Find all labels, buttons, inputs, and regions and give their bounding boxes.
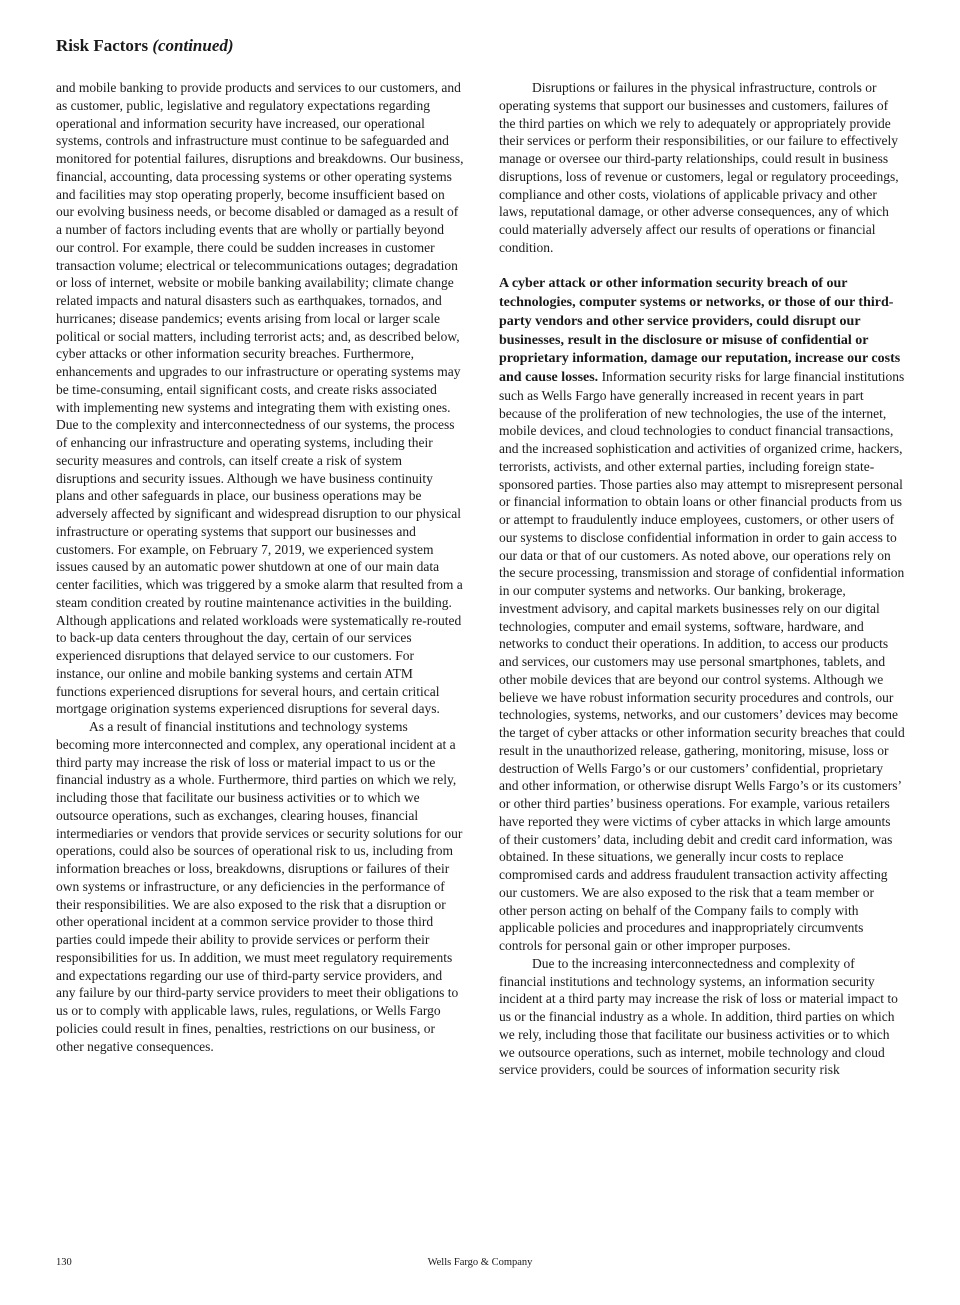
right-paragraph-3: Due to the increasing interconnectedness and complexity of financial institutions and technology systems, an information security incident at a third party may increase the risk of loss or material impact to us or the financial industry as a whole. In addition, third parties on which we rely, including those that facilitate our business activities or to which we outsource operations, such as internet, mobile technology and cloud service providers, could be sources of information security risk — [499, 955, 898, 1078]
risk-factor-body: Information security risks for large financial institutions such as Wells Fargo have generally increased in recent years in part because of the proliferation of new technologies, the use of the internet, mobile devices, and cloud technologies to conduct financial transactions, and the increased sophistication and activities of organized crime, hackers, terrorists, activists, and other external parties, including foreign state-sponsored parties. Those parties also may attempt to misrepresent personal or financial information to obtain loans or other financial products from us or attempt to fraudulently induce employees, customers, or other users of our systems to disclose confidential information in order to gain access to our data or that of our customers. As noted above, our operations rely on the secure processing, transmission and storage of confidential information in our computer systems and networks. Our banking, brokerage, investment advisory, and capital markets businesses rely on our digital technologies, computer and email systems, software, hardware, and networks to conduct their operations. In addition, to access our products and services, our customers may use personal smartphones, tablets, and other mobile devices that are beyond our control systems. Although we believe we have robust information security procedures and controls, our technologies, systems, networks, and our customers’ devices may become the target of cyber attacks or other information security breaches that could result in the unauthorized release, gathering, monitoring, misuse, loss or destruction of Wells Fargo’s or our customers’ confidential, proprietary and other information, or otherwise disrupt Wells Fargo’s or its customers’ or other third parties’ business operations. For example, various retailers have reported they were victims of cyber attacks in which large amounts of their customers’ data, including debit and credit card information, was obtained. In these situations, we generally incur costs to replace compromised cards and address fraudulent transaction activity affecting our customers. We are also exposed to the risk that a team member or other person acting on behalf of the Company fails to comply with applicable policies and procedures and inappropriately circumvents controls for personal gain or other improper purposes. — [499, 369, 905, 953]
section-title: Risk Factors — [56, 36, 149, 55]
risk-factor-heading: A cyber attack or other information security breach of our technologies, computer systems or networks, or those of our third-party vendors and other service providers, could disrupt our businesses, result in the disclosure or misuse of confidential or proprietary information, damage our reputation, increase our costs and cause losses. — [499, 276, 901, 385]
right-paragraph-1: Disruptions or failures in the physical infrastructure, controls or operating systems that support our businesses and customers, failures of the third parties on which we rely to adequately or appropriately provide their services or perform their responsibilities, or our failure to effectively manage or oversee our third-party relationships, could result in business disruptions, loss of revenue or customers, legal or regulatory proceedings, compliance and other costs, violations of applicable privacy and other laws, reputational damage, or other adverse consequences, any of which could materially adversely affect our results of operations or financial condition. — [499, 80, 899, 255]
left-paragraph-2: As a result of financial institutions and technology systems becoming more interconnected and complex, any operational incident at a third party may increase the risk of loss or material impact to us or the financial industry as a whole. Furthermore, third parties on which we rely, including those that facilitate our business activities or to which we outsource operations, such as exchanges, clearing houses, financial intermediaries or vendors that provide services or security solutions for our operations, could also be sources of operational risk to us, including from information breaches or loss, breakdowns, disruptions or failures of their own systems or infrastructure, or any deficiencies in the performance of their responsibilities. We are also exposed to the risk that a disruption or other operational incident at a common service provider to those third parties could impede their ability to provide services or perform their responsibilities for us. In addition, we must meet regulatory requirements and expectations regarding our use of third-party service providers, and any failure by our third-party service providers to meet their obligations to us or to comply with applicable laws, rules, regulations, or Wells Fargo policies could result in fines, penalties, restrictions on our business, or other negative consequences. — [56, 719, 463, 1054]
right-column — [499, 79, 905, 1079]
left-column — [56, 79, 464, 1055]
left-paragraph-1: and mobile banking to provide products and services to our customers, and as customer, public, legislative and regulatory expectations regarding operational and information security have increased, our operational systems, controls and infrastructure must continue to be safeguarded and monitored for potential failures, disruptions and breakdowns. Our business, financial, accounting, data processing systems or other operating systems and facilities may stop operating properly, become insufficient based on our evolving business needs, or become disabled or damaged as a result of a number of factors including events that are wholly or partially beyond our control. For example, there could be sudden increases in customer transaction volume; electrical or telecommunications outages; degradation or loss of internet, website or mobile banking availability; climate change related impacts and natural disasters such as earthquakes, tornados, and hurricanes; disease pandemics; events arising from local or larger scale political or social matters, including terrorist acts; and, as described below, cyber attacks or other information security breaches. Furthermore, enhancements and upgrades to our infrastructure or operating systems may be time-consuming, entail significant costs, and create risks associated with implementing new systems and integrating them with existing ones. Due to the complexity and interconnectedness of our systems, the process of enhancing our infrastructure and operating systems, including their security measures and controls, can itself create a risk of system disruptions and security issues. Although we have business continuity plans and other safeguards in place, our business operations may be adversely affected by significant and widespread disruption to our physical infrastructure or operating systems that support our businesses and customers. For example, on February 7, 2019, we experienced system issues caused by an automatic power shutdown at one of our main data center facilities, which was triggered by a smoke alarm that resulted from a steam condition created by routine maintenance activities in the building. Although applications and related workloads were systematically re-routed to back-up data centers throughout the day, certain of our services experienced disruptions that delayed service to our customers. For instance, our online and mobile banking systems and certain ATM functions experienced disruptions for several hours, and certain critical mortgage origination systems experienced disruptions for several days. — [56, 80, 464, 717]
footer-company: Wells Fargo & Company — [427, 1257, 533, 1268]
page-title — [56, 36, 234, 56]
page-number: 130 — [56, 1257, 72, 1268]
section-title-suffix: (continued) — [152, 36, 234, 55]
right-paragraph-2 — [499, 274, 905, 955]
